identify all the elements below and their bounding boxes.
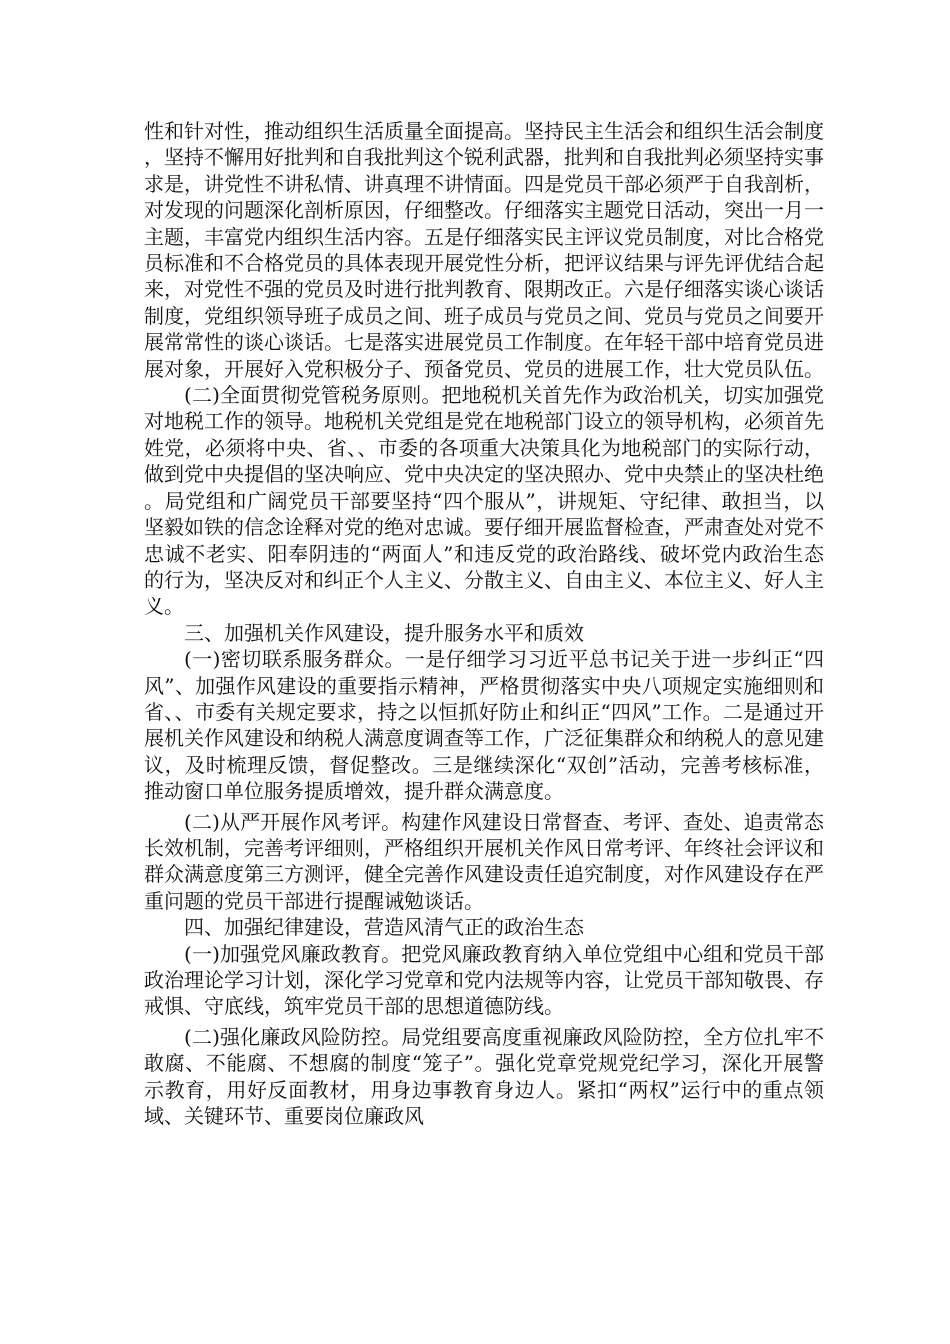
section-heading-discipline: 四、加强纪律建设，营造风清气正的政治生态 xyxy=(184,915,584,940)
document-body xyxy=(144,118,824,1129)
paragraph-serve-the-masses: (一)密切联系服务群众。一是仔细学习习近平总书记关于进一步纠正“四风”、加强作风建设的重要指示精神，严格贯彻落实中央八项规定实施细则和省、、市委有关规定要求，持之以恒抓好防止和纠正“四风”工作。二是通过开展机关作风建设和纳税人满意度调查等工作，广泛征集群众和纳税人的意见建议，及时梳理反馈，督促整改。三是继续深化“双创”活动，完善考核标准，推动窗口单位服务提质增效，提升群众满意度。 xyxy=(144,647,824,804)
paragraph-style-evaluation: (二)从严开展作风考评。构建作风建设日常督查、考评、查处、追责常态长效机制，完善考评细则，严格组织开展机关作风日常考评、年终社会评议和群众满意度第三方测评，健全完善作风建设责任追究制度，对作风建设存在严重问题的党员干部进行提醒诫勉谈话。 xyxy=(144,809,824,913)
paragraph-risk-prevention: (二)强化廉政风险防控。局党组要高度重视廉政风险防控，全方位扎牢不敢腐、不能腐、不想腐的制度“笼子”。强化党章党规党纪学习，深化开展警示教育，用好反面教材，用身边事教育身边人。紧扣“两权”运行中的重点领域、关键环节、重要岗位廉政风 xyxy=(144,1024,824,1129)
paragraph-party-manages-tax: (二)全面贯彻党管税务原则。把地税机关首先作为政治机关，切实加强党对地税工作的领导。地税机关党组是党在地税部门设立的领导机构，必须首先姓党，必须将中央、省、、市委的各项重大决策具化为地税部门的实际行动，做到党中央提倡的坚决响应、党中央决定的坚决照办、党中央禁止的坚决杜绝。局党组和广阔党员干部要坚持“四个服从”，讲规矩、守纪律、敢担当，以坚毅如铁的信念诠释对党的绝对忠诚。要仔细开展监督检查，严肃查处对党不忠诚不老实、阳奉阴违的“两面人”和违反党的政治路线、破坏党内政治生态的行为，坚决反对和纠正个人主义、分散主义、自由主义、本位主义、好人主义。 xyxy=(144,383,824,619)
section-heading-work-style: 三、加强机关作风建设，提升服务水平和质效 xyxy=(184,620,584,645)
paragraph-party-organization-life: 性和针对性，推动组织生活质量全面提高。坚持民主生活会和组织生活会制度，坚持不懈用好批判和自我批判这个锐利武器，批判和自我批判必须坚持实事求是，讲党性不讲私情、讲真理不讲情面。四是党员干部必须严于自我剖析，对发现的问题深化剖析原因，仔细整改。仔细落实主题党日活动，突出一月一主题，丰富党内组织生活内容。五是仔细落实民主评议党员制度，对比合格党员标准和不合格党员的具体表现开展党性分析，把评议结果与评先评优结合起来，对党性不强的党员及时进行批判教育、限期改正。六是仔细落实谈心谈话制度，党组织领导班子成员之间、班子成员与党员之间、党员与党员之间要开展常常性的谈心谈话。七是落实进展党员工作制度。在年轻干部中培育党员进展对象，开展好入党积极分子、预备党员、党员的进展工作，壮大党员队伍。 xyxy=(144,119,824,381)
paragraph-integrity-education: (一)加强党风廉政教育。把党风廉政教育纳入单位党组中心组和党员干部政治理论学习计划，深化学习党章和党内法规等内容，让党员干部知敬畏、存戒惧、守底线，筑牢党员干部的思想道德防线。 xyxy=(144,941,824,1019)
